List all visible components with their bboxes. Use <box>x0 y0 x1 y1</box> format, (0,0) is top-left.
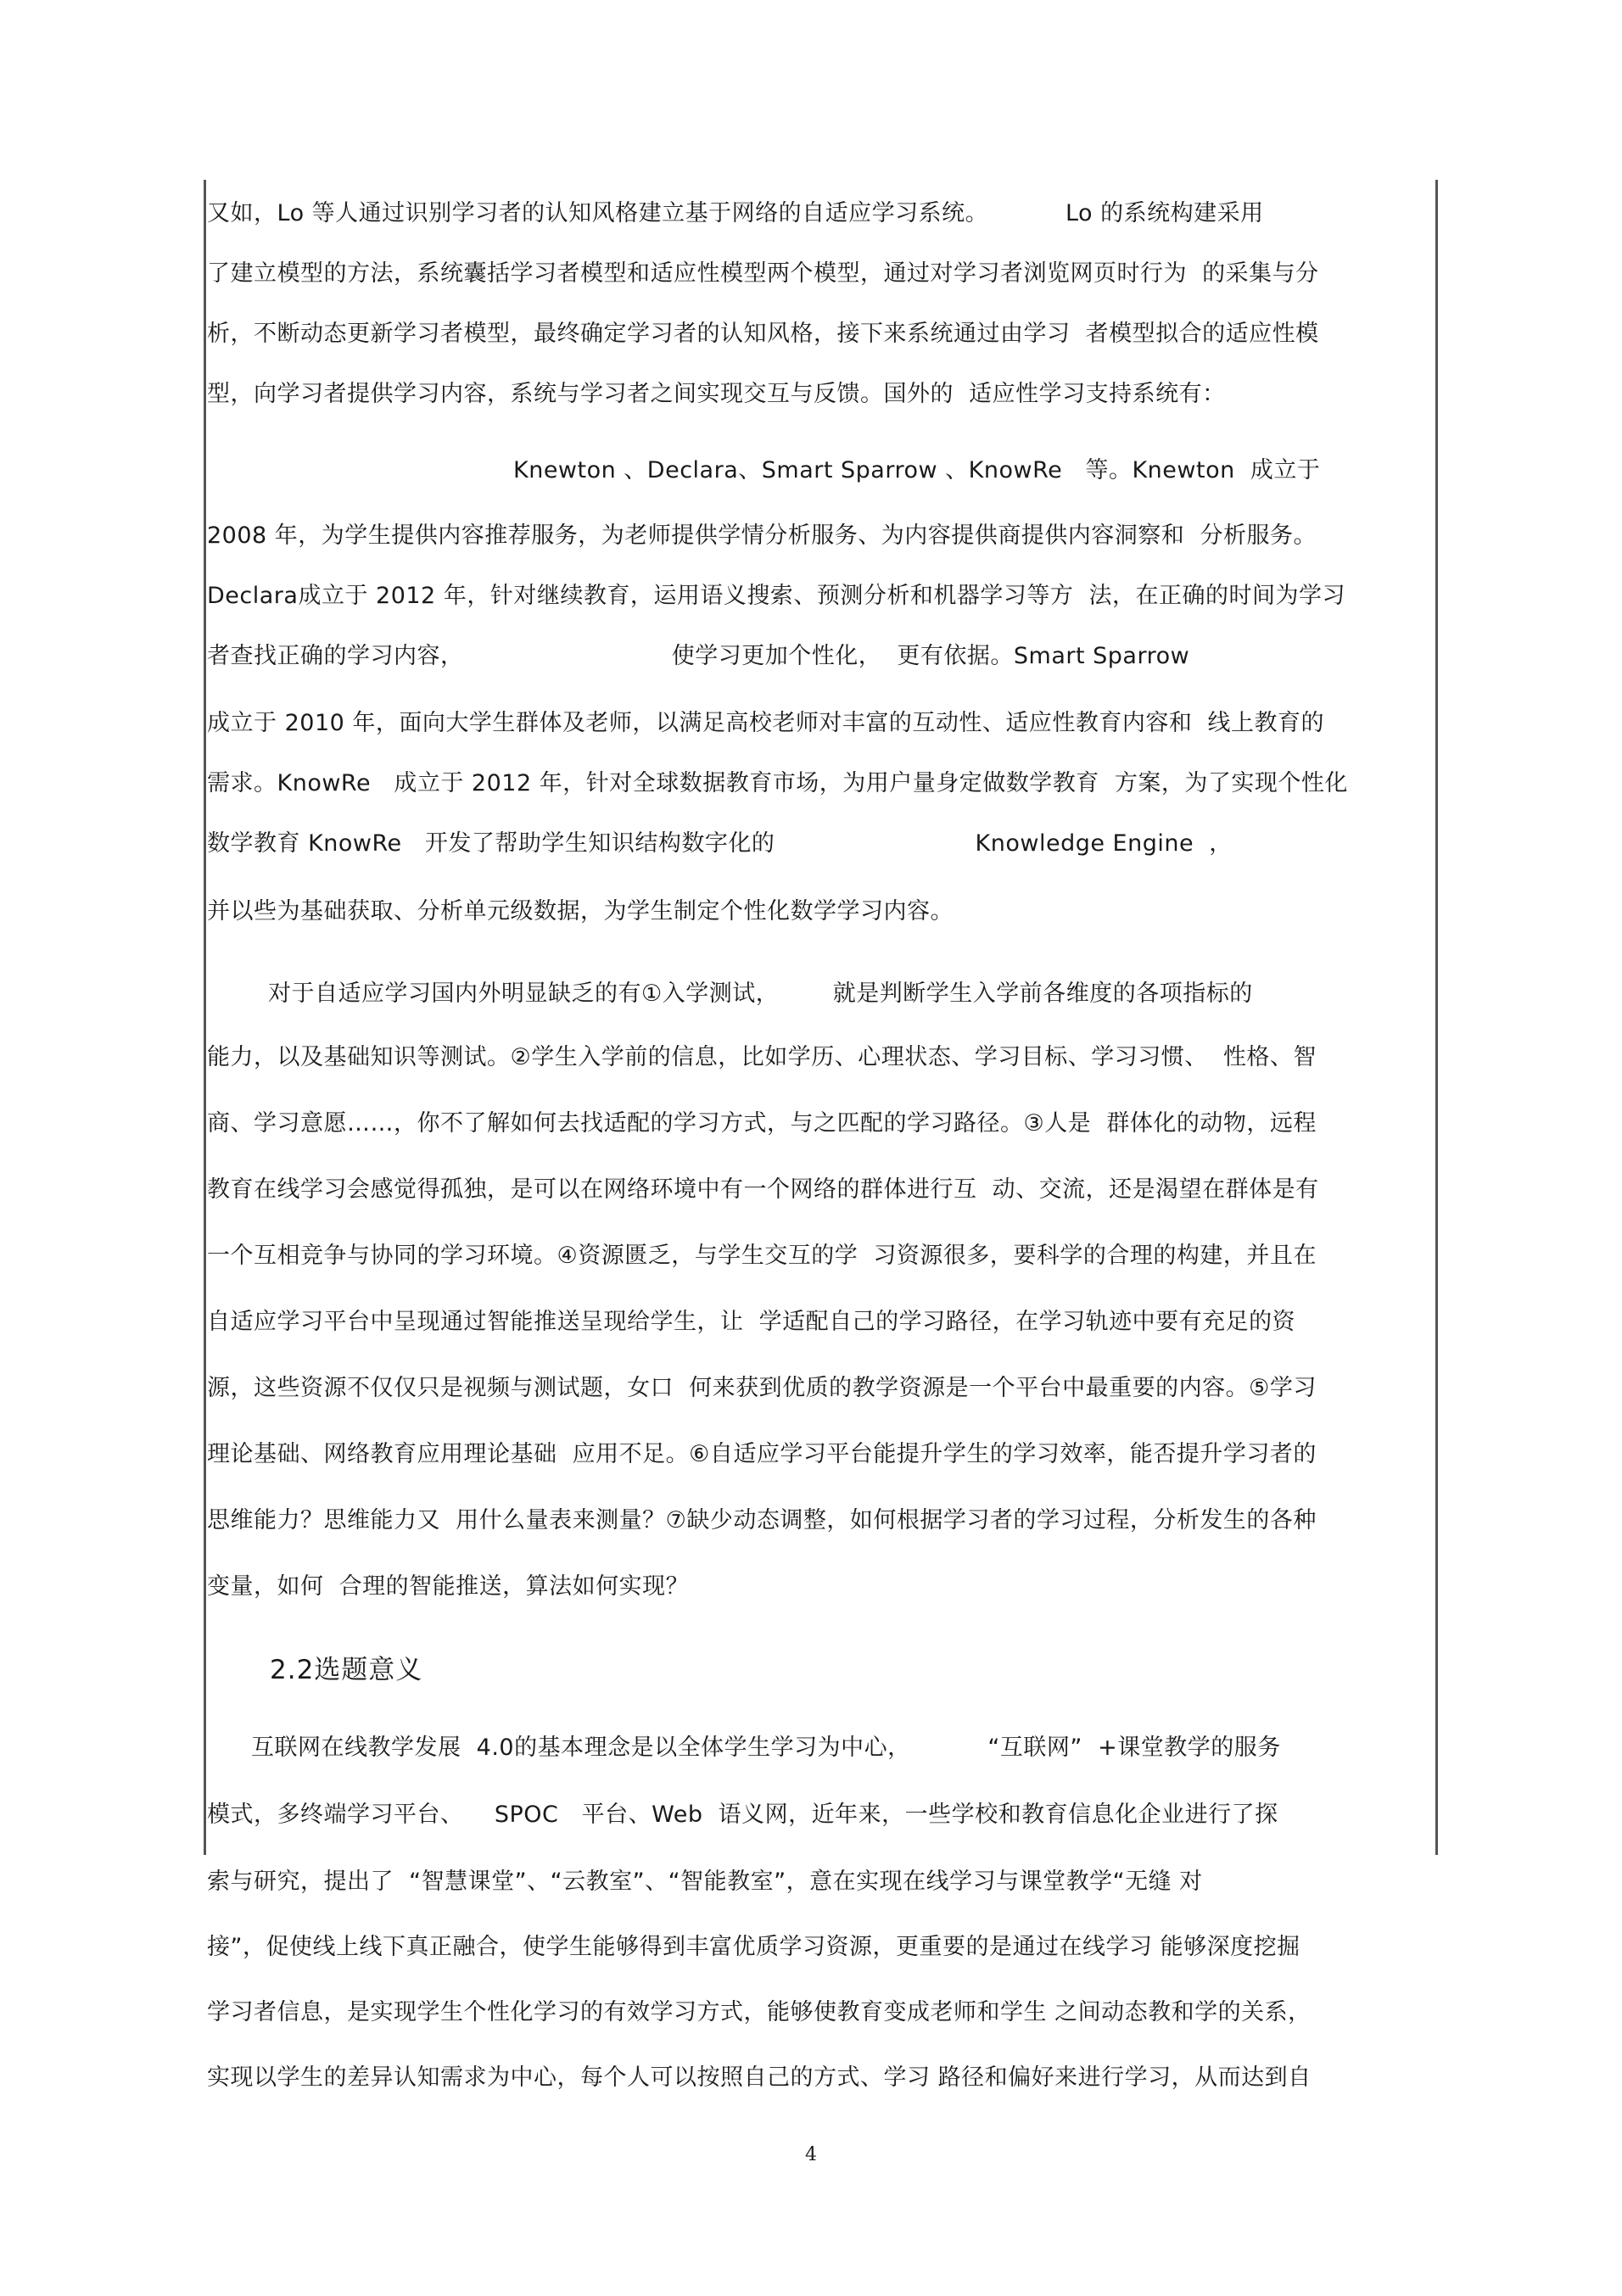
body-text-line: 能力，以及基础知识等测试。②学生入学前的信息，比如学历、心理状态、学习目标、学习习惯、 性格、智 <box>207 1044 1317 1070</box>
body-text-line: 一个互相竞争与协同的学习环境。④资源匮乏，与学生交互的学 习资源很多，要科学的合理的构建，并且在 <box>207 1243 1317 1269</box>
body-text-line: 商、学习意愿……，你不了解如何去找适配的学习方式，与之匹配的学习路径。③人是 群体化的动物，远程 <box>207 1110 1317 1137</box>
body-text-line: 教育在线学习会感觉得孤独，是可以在网络环境中有一个网络的群体进行互 动、交流，还是渴望在群体是有 <box>207 1176 1319 1203</box>
body-text-line: 思维能力？思维能力又 用什么量表来测量？⑦缺少动态调整，如何根据学习者的学习过程，分析发生的各种 <box>207 1507 1317 1533</box>
body-text-line: 型，向学习者提供学习内容，系统与学习者之间实现交互与反馈。国外的 适应性学习支持系统有： <box>207 381 1226 407</box>
section-heading: 2.2选题意义 <box>270 1655 423 1685</box>
body-text-line: 2008 年，为学生提供内容推荐服务，为老师提供学情分析服务、为内容提供商提供内容洞察和 分析服务。 <box>207 522 1317 549</box>
body-text-line: 析，不断动态更新学习者模型，最终确定学习者的认知风格，接下来系统通过由学习 者模型拟合的适应性模 <box>207 321 1319 347</box>
body-text-line: 需求。KnowRe 成立于 2012 年，针对全球数据教育市场，为用户量身定做数学教育 方案，为了实现个性化 <box>207 770 1348 796</box>
body-text-line: 源，这些资源不仅仅只是视频与测试题，女口 何来获到优质的教学资源是一个平台中最重要的内容。⑤学习 <box>207 1375 1317 1401</box>
body-text-line: 模式，多终端学习平台、 SPOC 平台、Web 语义网，近年来，一些学校和教育信息化企业进行了探 <box>207 1802 1278 1828</box>
body-text-line: 索与研究，提出了 “智慧课堂”、“云教室”、“智能教室”，意在实现在线学习与课堂教学“无缝 对 <box>207 1869 1203 1895</box>
body-text-line: 者查找正确的学习内容， 使学习更加个性化， 更有依据。Smart Sparrow <box>207 643 1190 669</box>
body-text-line: 学习者信息，是实现学生个性化学习的有效学习方式，能够使教育变成老师和学生 之间动态教和学的关系， <box>207 1999 1312 2025</box>
page-number: 4 <box>805 2144 817 2165</box>
body-text-line: 接”，促使线上线下真正融合，使学生能够得到丰富优质学习资源，更重要的是通过在线学习 能够深度挖掘 <box>207 1934 1300 1960</box>
body-text-line: 了建立模型的方法，系统囊括学习者模型和适应性模型两个模型，通过对学习者浏览网页时行为 的采集与分 <box>207 260 1319 287</box>
body-text-line: 并以些为基础获取、分析单元级数据，为学生制定个性化数学学习内容。 <box>207 898 954 925</box>
body-text-line: 自适应学习平台中呈现通过智能推送呈现给学生，让 学适配自己的学习路径，在学习轨迹中要有充足的资 <box>207 1309 1296 1335</box>
body-text-line: 实现以学生的差异认知需求为中心，每个人可以按照自己的方式、学习 路径和偏好来进行学习，从而达到自 <box>207 2064 1312 2091</box>
body-text-line: 互联网在线教学发展 4.0的基本理念是以全体学生学习为中心， “互联网” +课堂教学的服务 <box>251 1735 1281 1761</box>
body-text-line: 对于自适应学习国内外明显缺乏的有①入学测试， 就是判断学生入学前各维度的各项指标的 <box>268 980 1253 1007</box>
body-text-line: 理论基础、网络教育应用理论基础 应用不足。⑥自适应学习平台能提升学生的学习效率，能否提升学习者的 <box>207 1441 1317 1467</box>
left-margin-rule <box>204 180 206 1855</box>
body-text-line: 又如，Lo 等人通过识别学习者的认知风格建立基于网络的自适应学习系统。 Lo 的系统构建采用 <box>207 200 1264 226</box>
body-text-line: 数学教育 KnowRe 开发了帮助学生知识结构数字化的 Knowledge Engine ， <box>207 830 1233 857</box>
body-text-line: 变量，如何 合理的智能推送，算法如何实现？ <box>207 1573 690 1600</box>
body-text-line: 成立于 2010 年，面向大学生群体及老师，以满足高校老师对丰富的互动性、适应性教育内容和 线上教育的 <box>207 710 1325 736</box>
right-margin-rule <box>1435 180 1438 1855</box>
body-text-line: Knewton 、Declara、Smart Sparrow 、KnowRe 等。Knewton 成立于 <box>513 457 1321 483</box>
body-text-line: Declara成立于 2012 年，针对继续教育，运用语义搜索、预测分析和机器学习等方 法，在正确的时间为学习 <box>207 583 1345 609</box>
